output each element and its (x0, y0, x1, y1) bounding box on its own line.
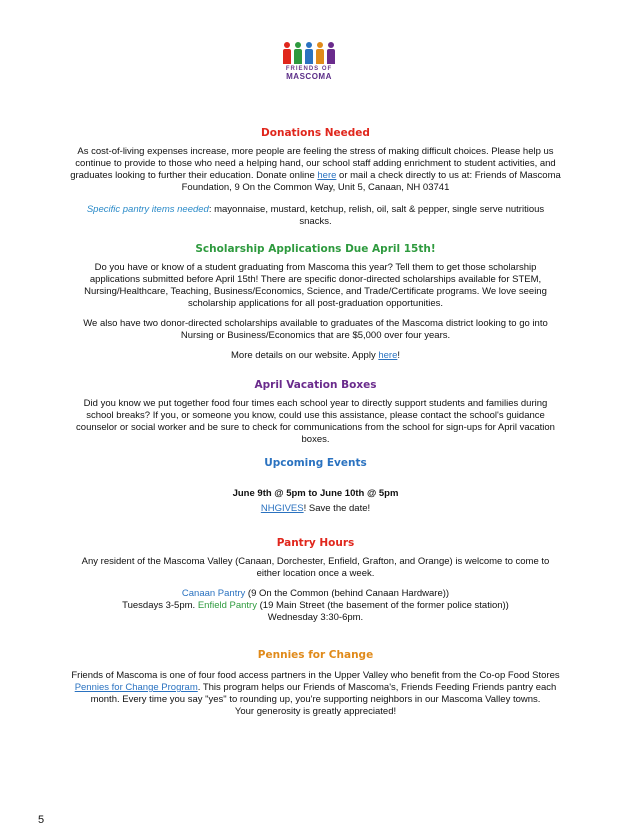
pantry-intro: Any resident of the Mascoma Valley (Canaan, Dorchester, Enfield, Grafton, and Orange) is welcome to come to either location once a week. (81, 556, 550, 579)
pantry-items-label: Specific pantry items needed (86, 204, 209, 215)
scholarship-body (70, 262, 561, 362)
pantry-items-list: : mayonnaise, mustard, ketchup, relish, oil, salt & pepper, single serve nutritious snacks. (208, 204, 545, 227)
logo-figure-green (293, 42, 303, 64)
donate-online-link[interactable]: here (317, 170, 337, 181)
scholarship-details-text: More details on our website. Apply (231, 350, 379, 361)
logo-figure-purple (326, 42, 336, 64)
logo-figure-orange (315, 42, 325, 64)
canaan-pantry-address: (9 On the Common (behind Canaan Hardware)) (245, 588, 450, 599)
canaan-pantry-name: Canaan Pantry (181, 588, 246, 599)
vacation-body: Did you know we put together food four times each school year to directly support students and families during school breaks? If you, or someone you know, could use this assistance, please contact the school's guidance counselor or social worker and be sure to check for communications from the school for sign-ups for April vacation boxes. (76, 398, 555, 445)
events-body (70, 488, 561, 515)
logo-figures (278, 42, 340, 64)
donations-heading: Donations Needed (261, 127, 370, 139)
page-number: 5 (38, 814, 45, 826)
friends-of-mascoma-logo (278, 42, 340, 88)
pantry-body (70, 556, 561, 624)
donations-address: or mail a check directly to us at: Friends of Mascoma Foundation, 9 On the Common Way, Unit 5, Canaan, NH 03741 (181, 170, 561, 193)
logo-text-mascoma: MASCOMA (286, 72, 332, 81)
logo-figure-red (282, 42, 292, 64)
save-the-date-text: ! Save the date! (303, 503, 371, 514)
logo-text-friends-of: FRIENDS OF (285, 66, 333, 72)
scholarship-heading: Scholarship Applications Due April 15th! (195, 243, 436, 255)
enfield-pantry-hours: Wednesday 3:30-6pm. (267, 612, 364, 623)
pennies-heading: Pennies for Change (257, 649, 374, 661)
pennies-intro: Friends of Mascoma is one of four food access partners in the Upper Valley who benefit from the Co-op Food Stores (71, 670, 560, 681)
scholarship-paragraph-2: We also have two donor-directed scholarships available to graduates of the Mascoma district looking to go into Nursing or Business/Economics that are $5,000 over four years. (83, 318, 548, 341)
logo-figure-blue (304, 42, 314, 64)
vacation-heading: April Vacation Boxes (254, 379, 377, 391)
apply-here-link[interactable]: here (378, 350, 398, 361)
event-date: June 9th @ 5pm to June 10th @ 5pm (232, 488, 399, 499)
donations-body (70, 146, 561, 228)
pennies-program-link[interactable]: Pennies for Change Program (74, 682, 198, 693)
scholarship-paragraph-1: Do you have or know of a student graduating from Mascoma this year? Tell them to get those scholarship applications submitted before April 15th! There are specific donor-directed scholarships available for STEM, Nursing/Healthcare, Teaching, Business/Economics, Science, and Trade/Certificate programs. We love seeing scholarship applications for all post-graduation opportunities. (84, 262, 547, 309)
enfield-pantry-name: Enfield Pantry (197, 600, 257, 611)
pennies-description: . This program helps our Friends of Mascoma's, Friends Feeding Friends pantry each month. Every time you say "yes" to rounding up, you're supporting neighbors in our Mascoma Valley towns. (90, 682, 557, 705)
canaan-pantry-hours: Tuesdays 3-5pm. (122, 600, 198, 611)
scholarship-exclaim: ! (397, 350, 400, 361)
pennies-closing: Your generosity is greatly appreciated! (234, 706, 397, 717)
pennies-body (70, 670, 561, 718)
pantry-heading: Pantry Hours (276, 537, 355, 549)
enfield-pantry-address: (19 Main Street (the basement of the former police station)) (256, 600, 509, 611)
events-heading: Upcoming Events (264, 457, 367, 469)
donations-text: As cost-of-living expenses increase, more people are feeling the stress of making difficult choices. Please help us continue to provide to those who need a helping hand, our school staff adding enrichment to student activities, and graduates looking to further their education. Donate online (70, 146, 556, 181)
nhgives-link[interactable]: NHGIVES (260, 503, 304, 514)
